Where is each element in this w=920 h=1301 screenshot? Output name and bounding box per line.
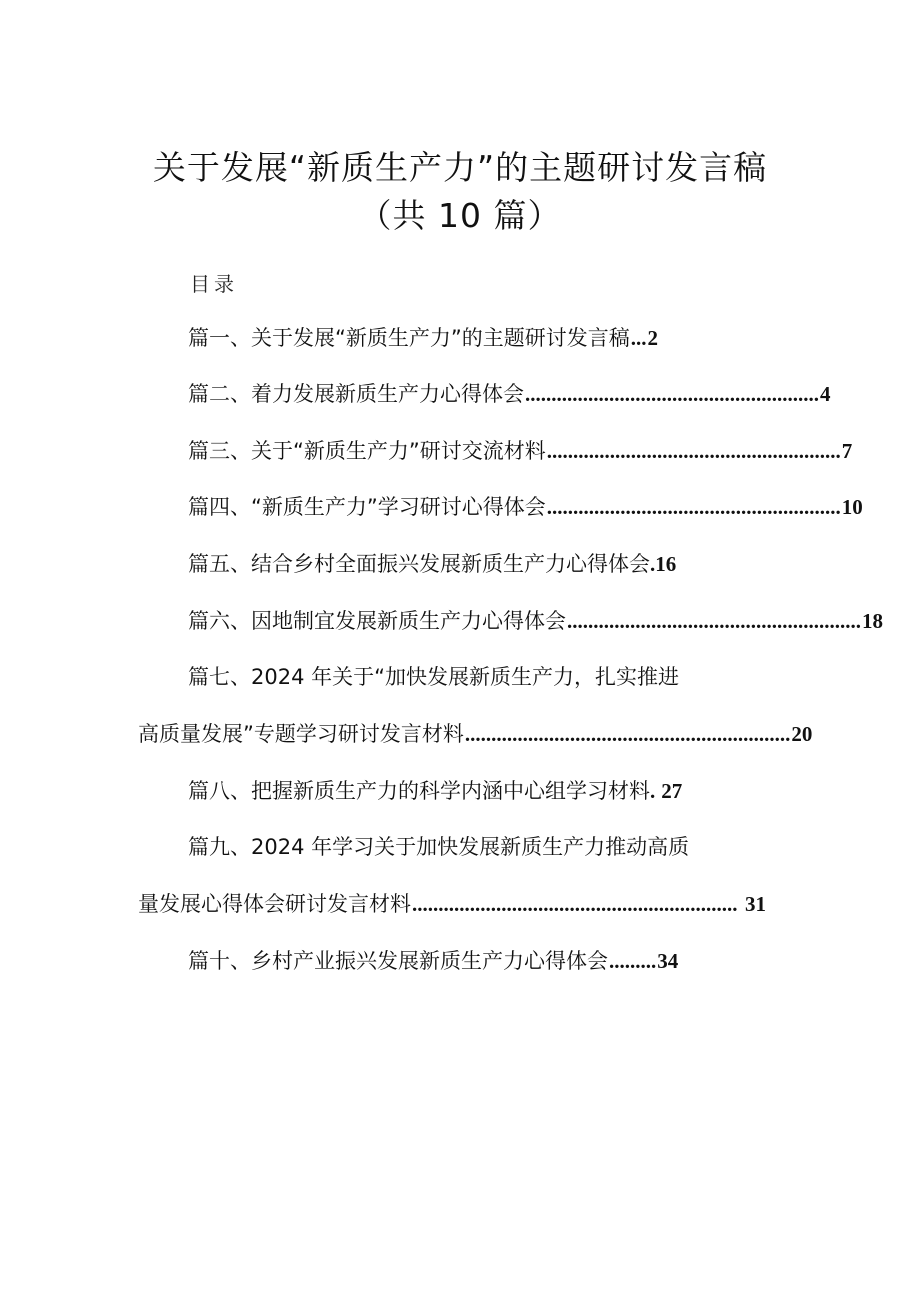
toc-leader-dots: ........................................................ [546,495,841,519]
toc-page-number: 4 [820,382,831,406]
toc-entry-label: 篇四、“新质生产力”学习研讨心得体会 [188,495,546,519]
toc-entry-7[interactable] [188,662,748,692]
toc-entry-label: 篇三、关于“新质生产力”研讨交流材料 [188,439,546,463]
toc-entry-label: 篇八、把握新质生产力的科学内涵中心组学习材料 [188,779,650,803]
document-subtitle: （共 10 篇） [358,196,562,235]
toc-entry-9[interactable] [188,832,748,862]
toc-page-number: 34 [657,949,679,973]
toc-entry-2[interactable] [188,379,831,409]
toc-page-number: 18 [862,609,883,633]
document-title: 关于发展“新质生产力”的主题研讨发言稿 [152,148,768,187]
toc-entry-label: 量发展心得体会研讨发言材料 [138,892,411,916]
toc-entry-9-continued[interactable] [138,889,766,919]
toc-entry-label: 篇九、2024 年学习关于加快发展新质生产力推动高质 [188,835,690,859]
toc-entry-8[interactable] [188,776,778,806]
toc-leader-dots: . [650,779,656,803]
toc-entry-label: 篇二、着力发展新质生产力心得体会 [188,382,524,406]
toc-entry-label: 篇十、乡村产业振兴发展新质生产力心得体会 [188,949,608,973]
toc-page-number: 31 [745,892,766,916]
toc-leader-dots: ........................................................ [546,439,841,463]
toc-entry-4[interactable] [188,492,863,522]
toc-entry-3[interactable] [188,436,853,466]
toc-page-number: 7 [841,439,853,463]
toc-page-number: 20 [791,722,813,746]
toc-entry-label: 篇一、关于发展“新质生产力”的主题研讨发言稿 [188,326,630,350]
toc-entry-label: 篇六、因地制宜发展新质生产力心得体会 [188,609,566,633]
toc-page-number: 2 [647,326,659,350]
toc-page-number: 10 [841,495,863,519]
toc-leader-dots: ........................................................ [567,609,861,633]
toc-leader-dots: .............................................................. [464,722,791,746]
toc-page-number: 16 [655,552,677,576]
toc-entry-label: 篇七、2024 年关于“加快发展新质生产力，扎实推进 [188,665,679,689]
toc-leader-dots: ......... [609,949,657,973]
toc-entry-10[interactable] [188,946,778,976]
toc-leader-dots: .............................................................. [412,892,738,916]
toc-page-number: 27 [661,779,683,803]
toc-entry-label: 高质量发展”专题学习研讨发言材料 [138,722,464,746]
toc-entry-6[interactable] [188,606,883,636]
toc-entry-5[interactable] [188,549,778,579]
toc-entry-1[interactable] [188,323,778,353]
toc-heading: 目录 [190,272,238,296]
toc-entry-7-continued[interactable] [138,719,813,749]
toc-entry-label: 篇五、结合乡村全面振兴发展新质生产力心得体会 [188,552,650,576]
toc-leader-dots: ... [630,326,647,350]
toc-leader-dots: . [650,552,656,576]
toc-leader-dots: ........................................................ [525,382,819,406]
